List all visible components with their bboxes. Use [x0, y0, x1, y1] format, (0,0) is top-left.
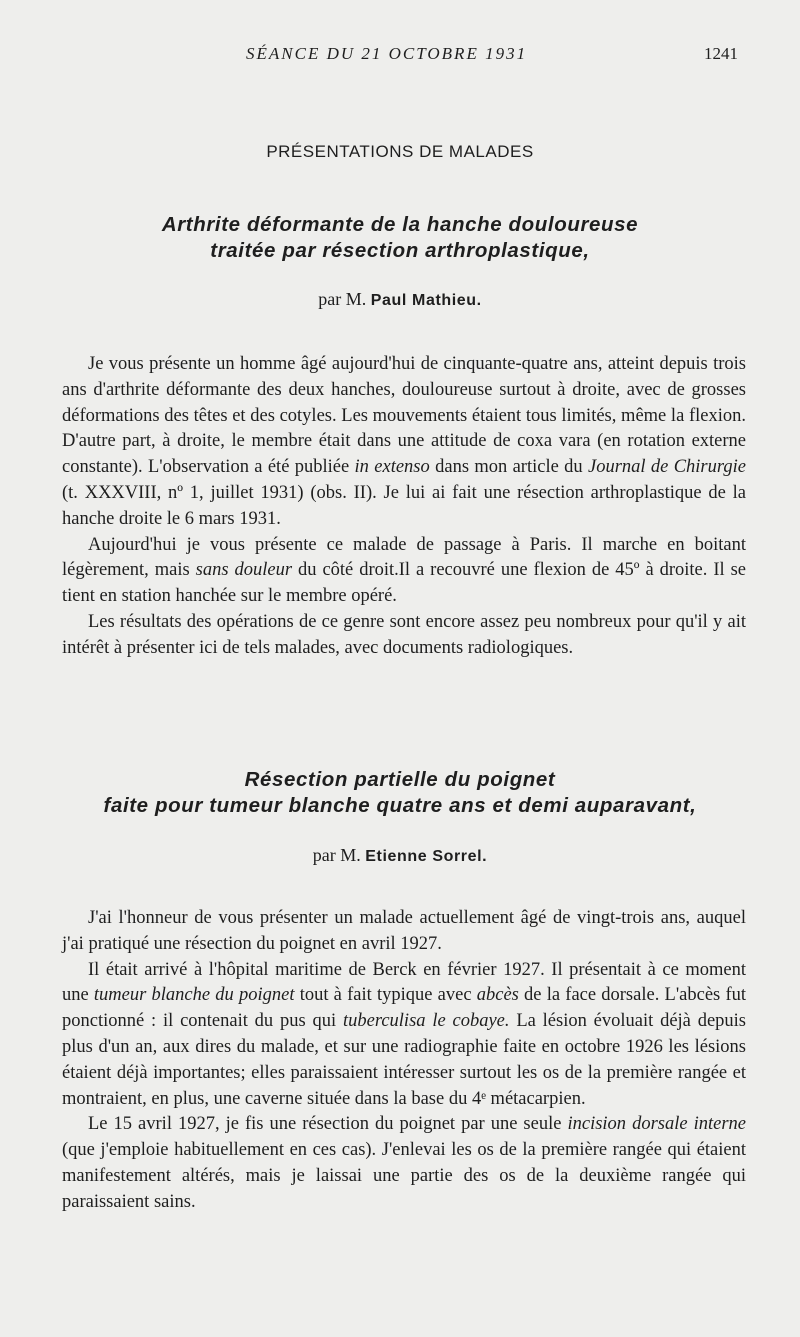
article2-title-line1: Résection partielle du poignet	[244, 768, 556, 791]
article2-paragraph-2	[62, 958, 746, 1113]
article1-p2-text-c: du côté droit.Il a recouvré une flexion de 45º à droite. Il se tient en station hanchée sur le membre opéré.	[62, 560, 746, 607]
page-number: 1241	[704, 44, 738, 63]
article2-byline-prefix: par M.	[312, 845, 361, 865]
article2-p2-text-g: La lésion évoluait déjà depuis plus d'un an, aux dires du malade, et sur une radiographie faite en octobre 1926 les lésions étaient déjà importantes; elles paraissaient intéresser surtout les os de la première rangée et montraient, en plus, une caverne située dans la base du 4ᵉ métacarpien.	[62, 1011, 746, 1109]
article1-p1-text-a: Je vous présente un homme âgé aujourd'hui de cinquante-quatre ans, atteint depuis trois ans d'arthrite déformante des deux hanches, douloureuse surtout à droite, avec de grosses déformations des têtes et des cotyles. Les mouvements étaient tous limités, même la flexion. D'autre part, à droite, le membre était dans une attitude de coxa vara (en rotation externe constante). L'observation a été publiée	[62, 354, 746, 478]
article2-p2-italic-abces: abcès	[476, 985, 519, 1006]
article2-p3-text-a: Le 15 avril 1927, je fis une résection du poignet par une seule	[88, 1114, 568, 1135]
section-title: PRÉSENTATIONS DE MALADES	[266, 142, 534, 161]
article2-body	[62, 906, 746, 1216]
article1-byline	[0, 289, 800, 310]
article2-p2-text-a: Il était arrivé à l'hôpital maritime de Berck en février 1927. Il présentait à ce moment une	[62, 959, 746, 1006]
article2-paragraph-1: J'ai l'honneur de vous présenter un malade actuellement âgé de vingt-trois ans, auquel j'ai pratiqué une résection du poignet en avril 1927.	[62, 908, 746, 954]
article2-title-line2: faite pour tumeur blanche quatre ans et demi auparavant,	[103, 794, 697, 817]
article1-paragraph-2	[62, 533, 746, 610]
article2-p3-text-c: (que j'emploie habituellement en ces cas). J'enlevai les os de la première rangée qui étaient manifestement altérés, mais je laissai une partie des os de la deuxième rangée qui paraissaient sains.	[62, 1140, 746, 1212]
article2-p2-text-c: tout à fait typique avec	[294, 985, 477, 1006]
running-title: SÉANCE DU 21 OCTOBRE 1931	[246, 44, 528, 63]
article2-p3-italic-incision: incision dorsale interne	[567, 1114, 746, 1135]
article1-title-line1: Arthrite déformante de la hanche douloureuse	[161, 213, 639, 236]
article1-p2-italic-sans-douleur: sans douleur	[195, 560, 293, 581]
article1-p1-text-c: dans mon article du	[429, 457, 588, 478]
article2-paragraph-3	[62, 1112, 746, 1215]
article1-p1-text-e: (t. XXXVIII, nº 1, juillet 1931) (obs. II). Je lui ai fait une résection arthroplastique de la hanche droite le 6 mars 1931.	[62, 482, 746, 529]
article1-p2-text-a: Aujourd'hui je vous présente ce malade de passage à Paris. Il marche en boitant légèrement, mais	[62, 534, 746, 581]
article2-p2-italic-cobaye: tuberculisa le cobaye.	[342, 1011, 510, 1032]
running-head	[0, 44, 800, 68]
article2-author-name: Etienne Sorrel.	[365, 848, 488, 865]
article2-title	[0, 767, 800, 819]
article1-title-line2: traitée par résection arthroplastique,	[210, 239, 590, 262]
article2-byline	[0, 845, 800, 866]
article1-author-name: Paul Mathieu.	[370, 292, 482, 309]
article1-paragraph-1	[62, 352, 746, 533]
article1-byline-prefix: par M.	[318, 289, 367, 309]
article1-paragraph-3: Les résultats des opérations de ce genre sont encore assez peu nombreux pour qu'il y ait intérêt à présenter ici de tels malades, avec documents radiologiques.	[62, 611, 746, 658]
article1-p1-italic-journal: Journal de Chirurgie	[588, 457, 746, 478]
article1-body	[62, 352, 746, 662]
article1-title	[0, 212, 800, 264]
article2-p2-italic-tumeur: tumeur blanche du poignet	[93, 985, 295, 1006]
article2-p2-text-e: de la face dorsale. L'abcès fut ponctionné : il contenait du pus qui	[62, 985, 746, 1032]
article1-p1-italic-in-extenso: in extenso	[354, 457, 430, 478]
